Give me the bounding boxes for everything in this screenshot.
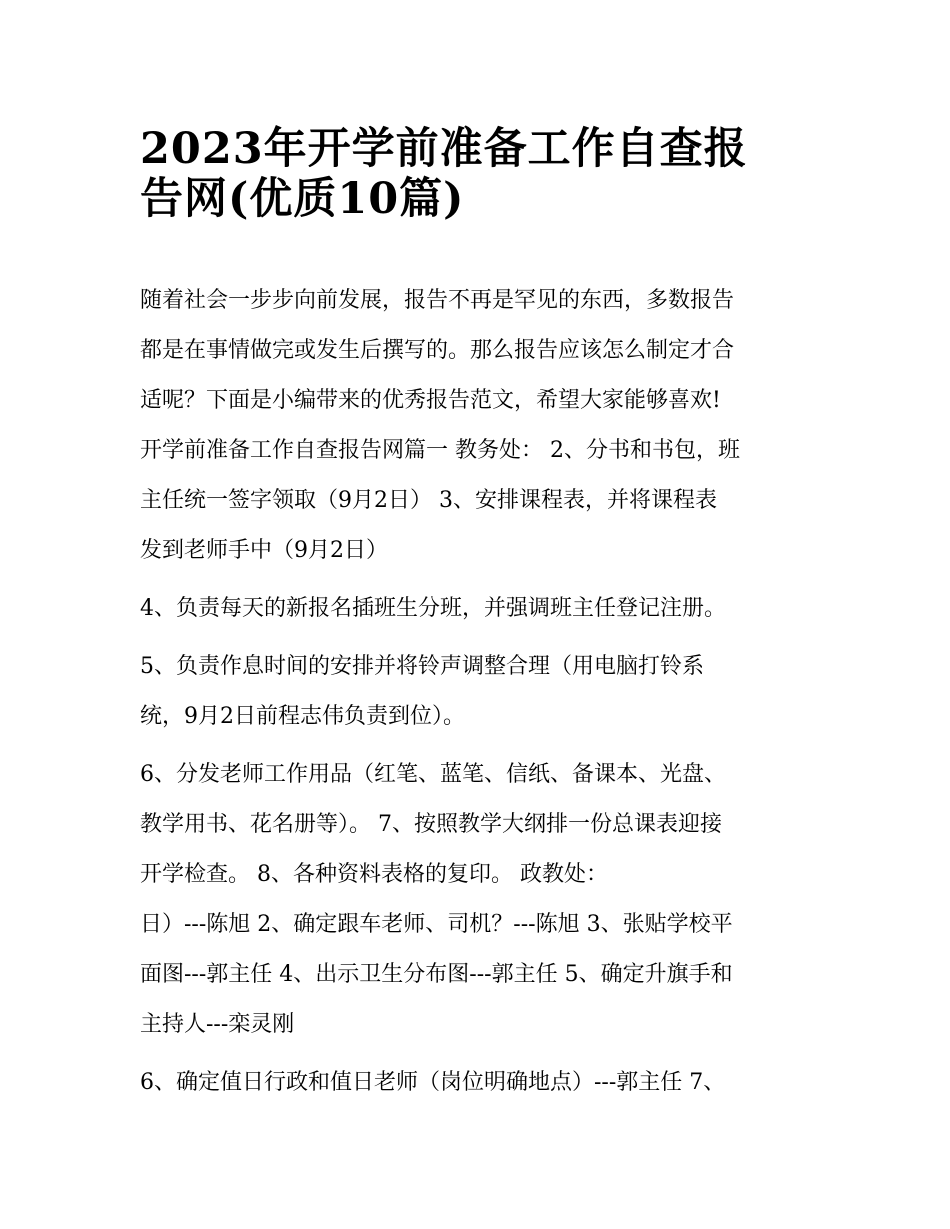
title-line: 2023年开学前准备工作自查报 bbox=[140, 124, 748, 174]
text-line: 教学用书、花名册等）。 7、按照教学大纲排一份总课表迎接 bbox=[140, 812, 722, 837]
item-paragraph bbox=[140, 750, 820, 1050]
text-line: 开学检查。 8、各种资料表格的复印。 政教处： bbox=[140, 862, 608, 887]
item-paragraph bbox=[140, 584, 820, 634]
document-title bbox=[140, 112, 820, 224]
intro-paragraph bbox=[140, 276, 820, 576]
text-line: 5、负责作息时间的安排并将铃声调整合理（用电脑打铃系 bbox=[140, 654, 704, 679]
item-paragraph bbox=[140, 1058, 820, 1108]
title-line: 告网(优质10篇) bbox=[140, 174, 465, 224]
item-paragraph bbox=[140, 642, 820, 742]
text-line: 主任统一签字领取（9月2日） 3、安排课程表，并将课程表 bbox=[140, 488, 717, 513]
text-line: 统，9月2日前程志伟负责到位）。 bbox=[140, 704, 465, 729]
text-line: 6、分发老师工作用品（红笔、蓝笔、信纸、备课本、光盘、 bbox=[140, 762, 726, 787]
text-line: 适呢？下面是小编带来的优秀报告范文，希望大家能够喜欢! bbox=[140, 388, 721, 413]
text-line: 主持人---栾灵刚 bbox=[140, 1012, 295, 1037]
text-line: 日）---陈旭 2、确定跟车老师、司机？---陈旭 3、张贴学校平 bbox=[140, 912, 733, 937]
text-line: 6、确定值日行政和值日老师（岗位明确地点）---郭主任 7、 bbox=[140, 1070, 726, 1095]
text-line: 4、负责每天的新报名插班生分班，并强调班主任登记注册。 bbox=[140, 596, 726, 621]
text-line: 发到老师手中（9月2日） bbox=[140, 538, 388, 563]
text-line: 都是在事情做完或发生后撰写的。那么报告应该怎么制定才合 bbox=[140, 338, 735, 363]
text-line: 开学前准备工作自查报告网篇一 教务处： 2、分书和书包，班 bbox=[140, 438, 740, 463]
text-line: 面图---郭主任 4、出示卫生分布图---郭主任 5、确定升旗手和 bbox=[140, 962, 733, 987]
text-line: 随着社会一步步向前发展，报告不再是罕见的东西，多数报告 bbox=[140, 288, 735, 313]
document-body bbox=[140, 276, 820, 1108]
